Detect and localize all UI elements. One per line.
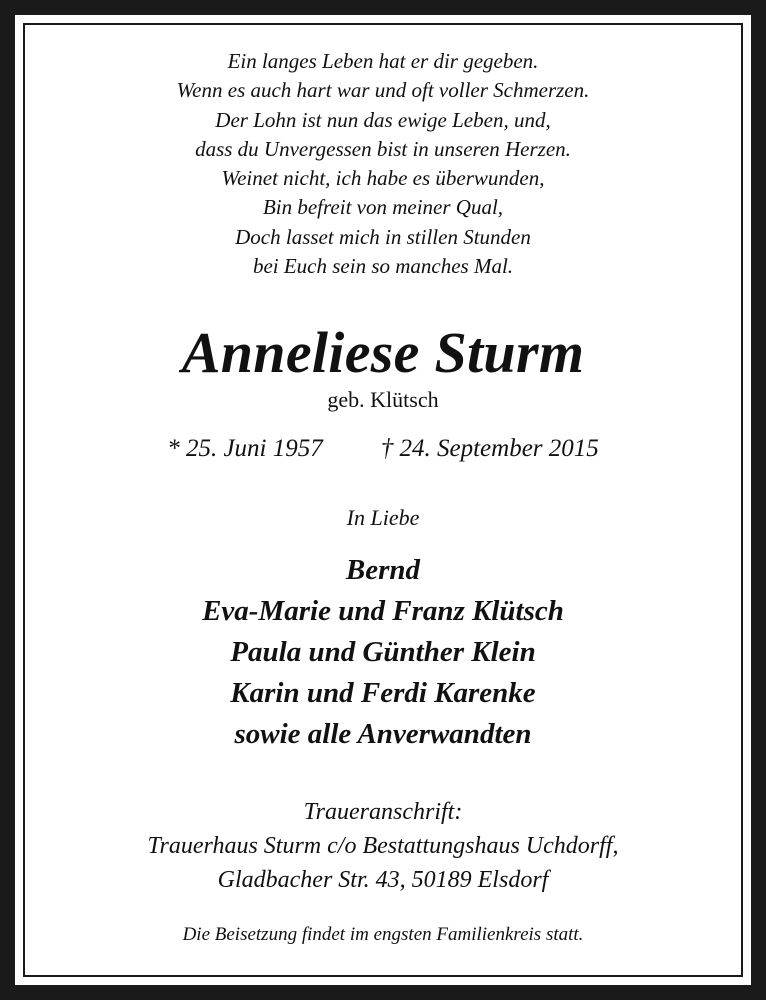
- poem-line: Der Lohn ist nun das ewige Leben, und,: [215, 107, 551, 132]
- address-heading: Traueranschrift:: [303, 799, 463, 825]
- obituary-paper: [15, 15, 751, 985]
- burial-notice: Die Beisetzung findet im engsten Familienkreis statt.: [182, 924, 584, 945]
- poem-line: Weinet nicht, ich habe es überwunden,: [221, 166, 545, 191]
- poem-line: bei Euch sein so manches Mal.: [252, 254, 514, 279]
- poem-line: dass du Unvergessen bist in unseren Herzen.: [195, 136, 571, 161]
- poem-line: Bin befreit von meiner Qual,: [262, 195, 504, 220]
- address-line: Trauerhaus Sturm c/o Bestattungshaus Uchdorff,: [147, 833, 619, 859]
- birth-date: * 25. Juni 1957: [167, 435, 323, 462]
- maiden-name: geb. Klütsch: [327, 387, 439, 412]
- deceased-name: Anneliese Sturm: [181, 320, 585, 385]
- address-line: Gladbacher Str. 43, 50189 Elsdorf: [217, 867, 549, 893]
- mourner-name: Karin und Ferdi Karenke: [230, 677, 536, 709]
- death-date: † 24. September 2015: [380, 435, 599, 462]
- mourner-name: sowie alle Anverwandten: [234, 718, 532, 750]
- life-dates: [15, 433, 751, 465]
- mourners-list: [15, 550, 751, 755]
- mourner-name: Eva-Marie und Franz Klütsch: [202, 595, 564, 627]
- mourner-name: Paula und Günther Klein: [230, 636, 536, 668]
- poem: [15, 47, 751, 281]
- mourning-address: [15, 795, 751, 897]
- mourner-name: Bernd: [345, 554, 421, 586]
- poem-line: Ein langes Leben hat er dir gegeben.: [227, 49, 539, 73]
- poem-line: Doch lasset mich in stillen Stunden: [235, 224, 531, 249]
- poem-line: Wenn es auch hart war und oft voller Schmerzen.: [176, 78, 590, 103]
- mourners-intro: In Liebe: [346, 505, 420, 530]
